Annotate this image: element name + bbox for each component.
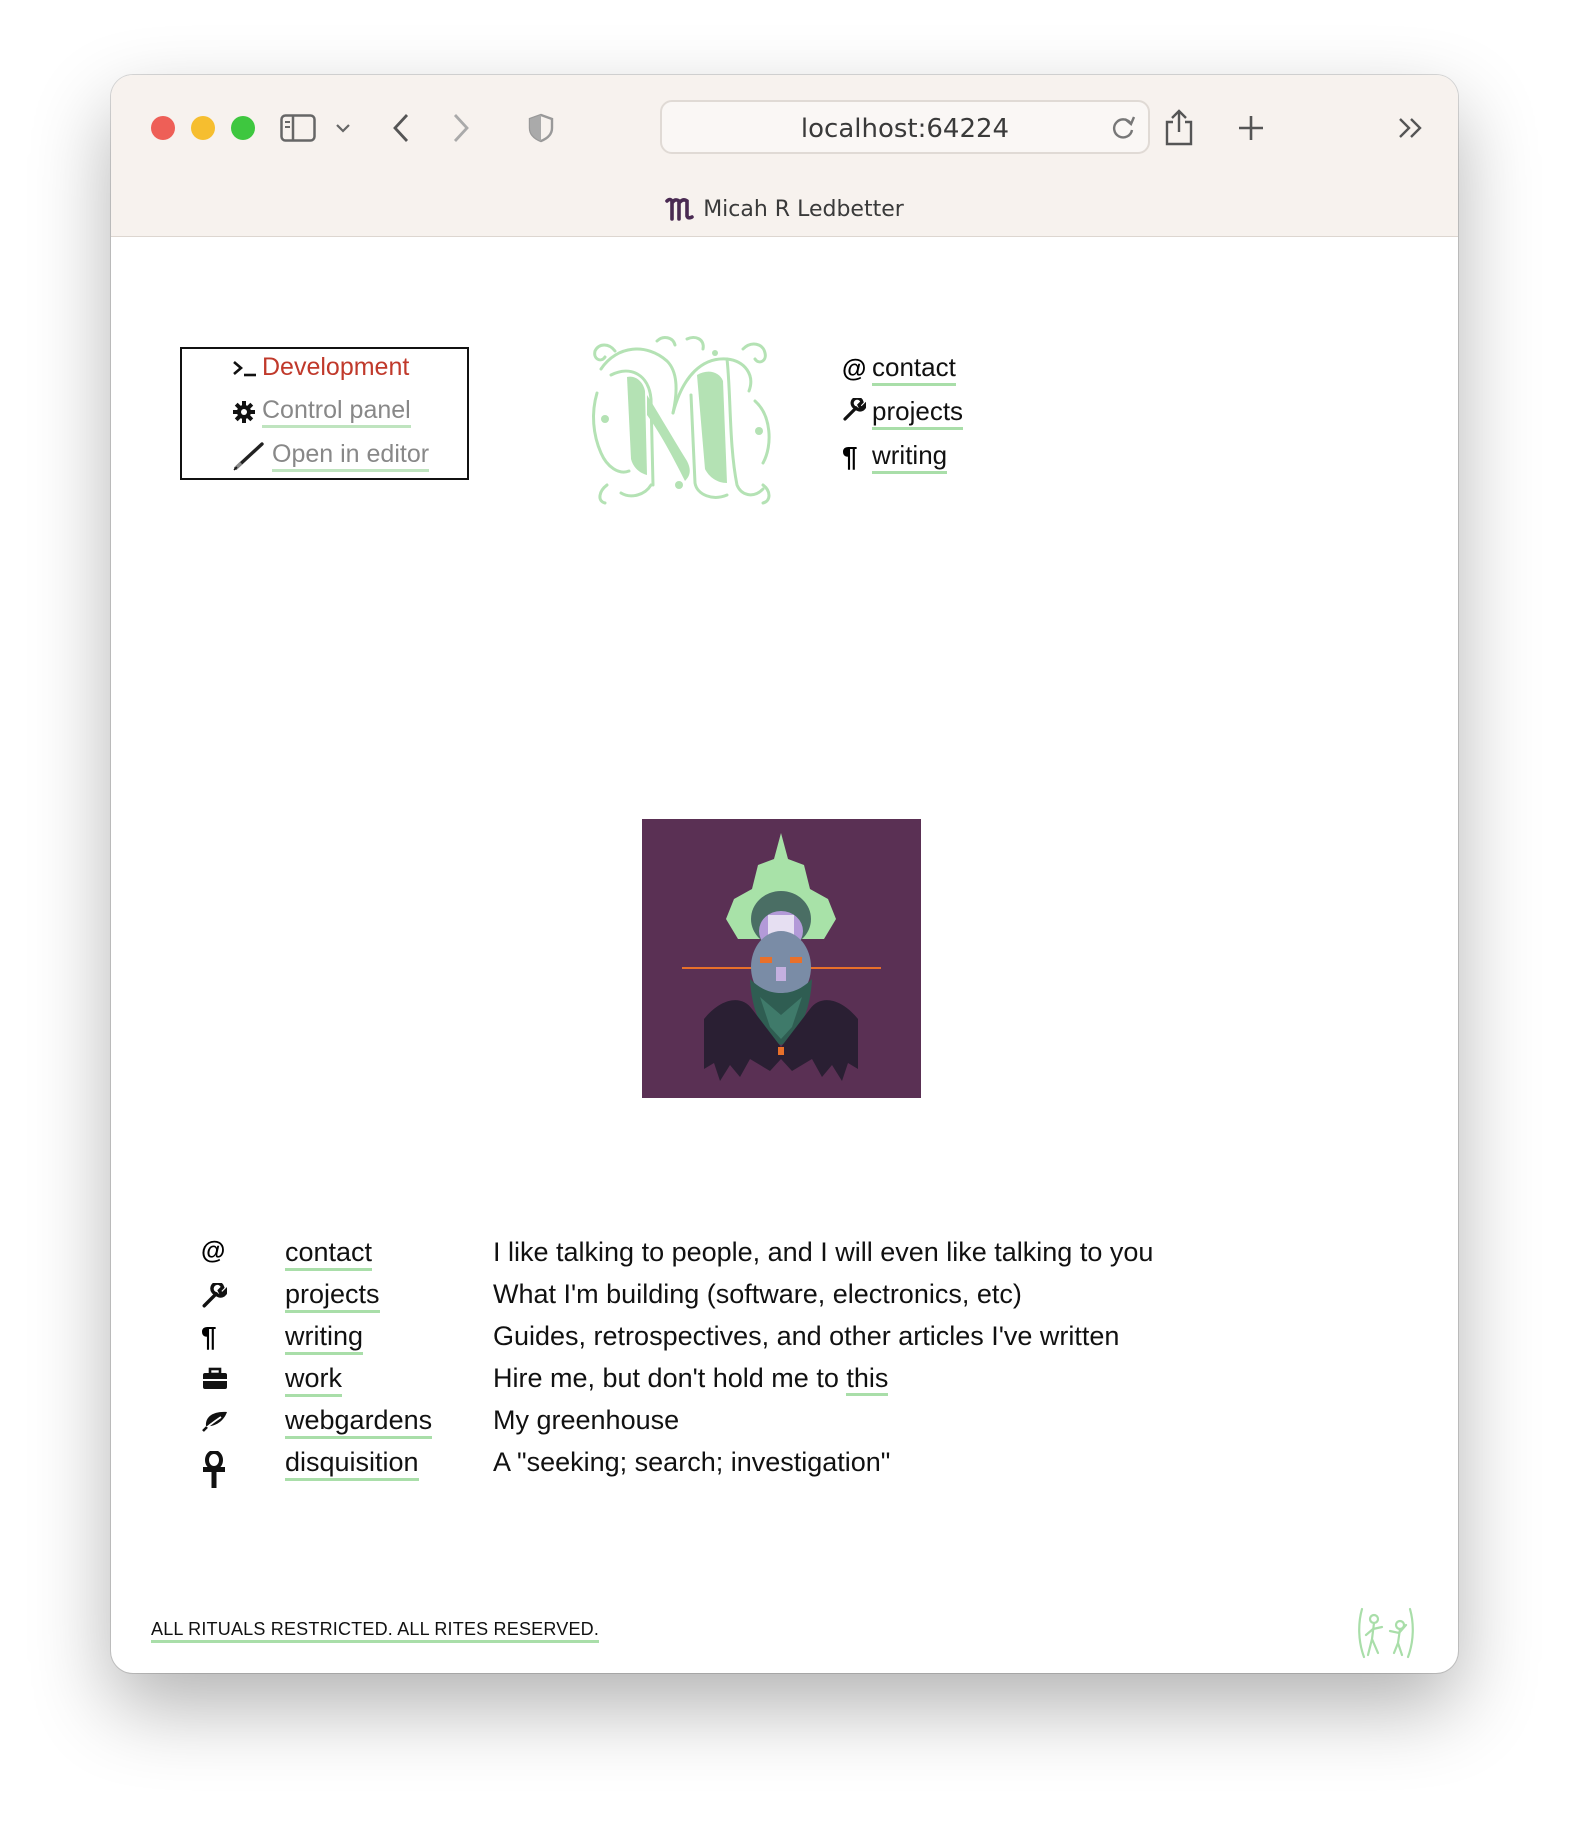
work-description-text: Hire me, but don't hold me to [493, 1363, 847, 1393]
chevron-down-icon[interactable] [328, 105, 358, 151]
this-link[interactable]: this [846, 1363, 888, 1396]
avatar [642, 819, 921, 1098]
at-icon: @ [842, 354, 867, 383]
pilcrow-icon: ¶ [842, 441, 858, 472]
browser-window [111, 75, 1458, 1673]
section-description: My greenhouse [493, 1405, 680, 1435]
overflow-chevrons-icon[interactable] [1393, 105, 1429, 151]
site-logo-monogram[interactable] [587, 335, 777, 512]
list-item [201, 1321, 1301, 1363]
contact-link[interactable]: contact [285, 1237, 372, 1271]
top-nav-writing[interactable] [842, 435, 963, 479]
list-item [201, 1447, 1301, 1489]
writing-link[interactable]: writing [285, 1321, 363, 1355]
development-item[interactable] [232, 353, 409, 382]
webgardens-link[interactable]: webgardens [285, 1405, 432, 1439]
pen-icon [232, 441, 270, 471]
top-nav-contact[interactable] [842, 347, 963, 391]
minimize-window-button[interactable] [191, 116, 215, 140]
ankh-icon [201, 1451, 231, 1496]
open-in-editor-link[interactable] [232, 439, 429, 472]
section-description: A "seeking; search; investigation" [493, 1447, 891, 1477]
projects-link[interactable]: projects [285, 1279, 380, 1313]
section-description [493, 1363, 888, 1394]
wrench-icon [842, 398, 872, 429]
open-in-editor-label: Open in editor [272, 439, 429, 472]
site-favicon-icon [665, 195, 695, 227]
list-item [201, 1279, 1301, 1321]
briefcase-icon [201, 1367, 231, 1398]
footer-copyright[interactable]: ALL RITUALS RESTRICTED. ALL RITES RESERVED. [151, 1619, 599, 1643]
close-window-button[interactable] [151, 116, 175, 140]
dev-menu [180, 347, 469, 480]
tab-title[interactable] [111, 195, 1458, 227]
at-icon: @ [201, 1237, 226, 1265]
gear-icon [232, 400, 260, 424]
new-tab-icon[interactable] [1233, 105, 1269, 151]
top-nav [842, 347, 963, 479]
page-content [111, 237, 1458, 1673]
control-panel-label: Control panel [262, 395, 411, 428]
list-item [201, 1363, 1301, 1405]
sidebar-toggle-icon[interactable] [276, 105, 320, 151]
leaf-icon [201, 1409, 231, 1440]
section-description: What I'm building (software, electronics, etc) [493, 1279, 1022, 1309]
development-label: Development [262, 353, 410, 381]
share-icon[interactable] [1161, 105, 1197, 151]
privacy-shield-icon[interactable] [524, 105, 558, 151]
list-item [201, 1237, 1301, 1279]
url-text: localhost:64224 [800, 114, 1010, 144]
terminal-prompt-icon [232, 358, 260, 378]
top-nav-writing-label: writing [872, 440, 947, 474]
disquisition-link[interactable]: disquisition [285, 1447, 419, 1481]
reload-icon[interactable] [1110, 114, 1136, 147]
address-bar[interactable] [660, 100, 1150, 154]
work-link[interactable]: work [285, 1363, 342, 1397]
control-panel-link[interactable] [232, 395, 411, 428]
top-nav-projects-label: projects [872, 396, 963, 430]
list-item [201, 1405, 1301, 1447]
wrench-icon [201, 1283, 231, 1316]
top-nav-contact-label: contact [872, 352, 956, 386]
footer-figures-icon[interactable] [1356, 1605, 1416, 1666]
back-icon[interactable] [386, 105, 416, 151]
section-description: Guides, retrospectives, and other articles I've written [493, 1321, 1120, 1351]
section-description: I like talking to people, and I will even like talking to you [493, 1237, 1154, 1267]
browser-toolbar [111, 75, 1458, 237]
forward-icon[interactable] [446, 105, 476, 151]
top-nav-projects[interactable] [842, 391, 963, 435]
zoom-window-button[interactable] [231, 116, 255, 140]
pilcrow-icon: ¶ [201, 1321, 217, 1352]
tab-title-text: Micah R Ledbetter [703, 197, 904, 222]
